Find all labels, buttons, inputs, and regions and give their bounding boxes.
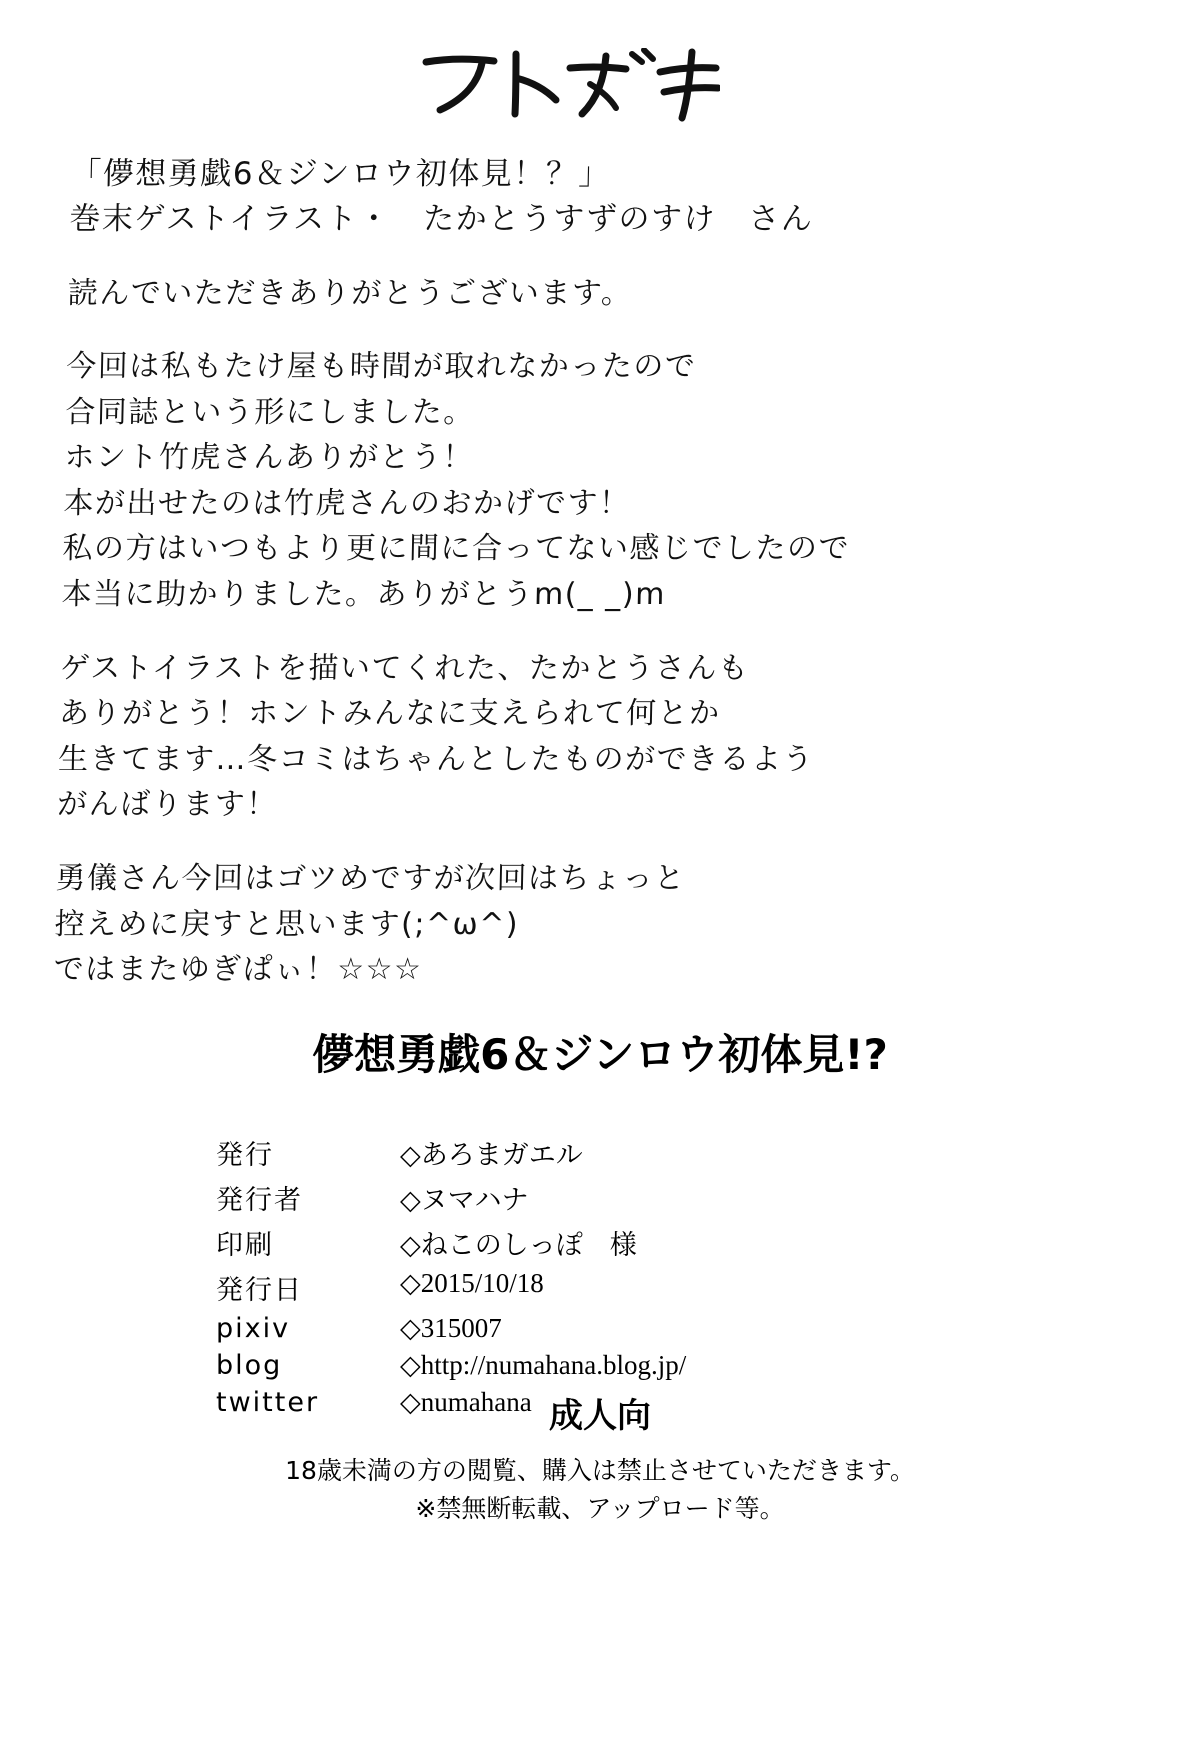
colophon-value-text: 2015/10/18 (420, 1268, 544, 1298)
afterword-paragraph-lead: 「儚想勇戯6＆ジンロウ初体見！？」 巻末ゲストイラスト・ たかとうすずのすけ さん (69, 156, 814, 238)
colophon-title: 儚想勇戯6＆ジンロウ初体見!? (312, 1030, 888, 1079)
diamond-icon: ◇ (400, 1350, 421, 1381)
diamond-icon: ◇ (400, 1140, 421, 1171)
colophon-value-text: あろまガエル (420, 1140, 583, 1171)
table-row (216, 1220, 686, 1265)
table-row (216, 1310, 686, 1347)
afterword-body (53, 152, 1161, 993)
legal-notices (0, 1452, 1200, 1527)
colophon-value (376, 1130, 686, 1175)
table-row (216, 1347, 686, 1384)
table-row (216, 1130, 686, 1175)
colophon-label: 発行 (216, 1140, 274, 1171)
colophon-value-text[interactable]: numahana (420, 1387, 532, 1417)
colophon-table (216, 1130, 686, 1421)
afterword-paragraph-thanks: 読んでいただきありがとうございます。 (67, 275, 633, 311)
colophon-label: 発行者 (216, 1185, 303, 1216)
colophon-label: 発行日 (216, 1275, 303, 1306)
colophon-value-text[interactable]: http://numahana.blog.jp/ (420, 1350, 687, 1380)
handwritten-title-icon (420, 48, 720, 128)
colophon-label: twitter (216, 1387, 320, 1418)
colophon-value (376, 1265, 686, 1310)
diamond-icon: ◇ (400, 1230, 421, 1261)
diamond-icon: ◇ (400, 1313, 421, 1344)
colophon-label: 印刷 (216, 1230, 274, 1261)
colophon-value (376, 1347, 686, 1384)
colophon-value (376, 1175, 686, 1220)
age-restriction-notice: 18歳未満の方の閲覧、購入は禁止させていただきます。 (285, 1456, 915, 1485)
adult-only-badge: 成人向 (549, 1396, 651, 1436)
colophon-value-text: ねこのしっぽ 様 (420, 1230, 637, 1261)
diamond-icon: ◇ (400, 1268, 421, 1299)
table-row (216, 1175, 686, 1220)
colophon-label: pixiv (216, 1313, 291, 1344)
colophon-label: blog (216, 1350, 283, 1381)
diamond-icon: ◇ (400, 1185, 421, 1216)
colophon-value (376, 1310, 686, 1347)
afterword-paragraph-collab: 今回は私もたけ屋も時間が取れなかったので 合同誌という形にしました。 ホント竹虎さんありがとう！ 本が出せたのは竹虎さんのおかげです！ 私の方はいつもより更に間に合ってない感じでしたので 本当に助かりました。ありがとうm(_ _)m (61, 349, 851, 613)
colophon-value (376, 1220, 686, 1265)
colophon-value-text: 315007 (420, 1313, 502, 1343)
colophon-value-text: ヌマハナ (420, 1185, 529, 1216)
diamond-icon: ◇ (400, 1387, 421, 1418)
afterword-paragraph-guest: ゲストイラストを描いてくれた、たかとうさんも ありがとう！ホントみんなに支えられて何とか 生きてます…冬コミはちゃんとしたものができるよう がんばります！ (56, 650, 815, 823)
reproduction-notice: ※禁無断転載、アップロード等。 (415, 1493, 785, 1523)
table-row (216, 1265, 686, 1310)
afterword-paragraph-closing: 勇儀さん今回はゴツめですが次回はちょっと 控えめに戻すと思います(;^ω^) ではまたゆぎぱぃ！☆☆☆ (53, 861, 686, 988)
